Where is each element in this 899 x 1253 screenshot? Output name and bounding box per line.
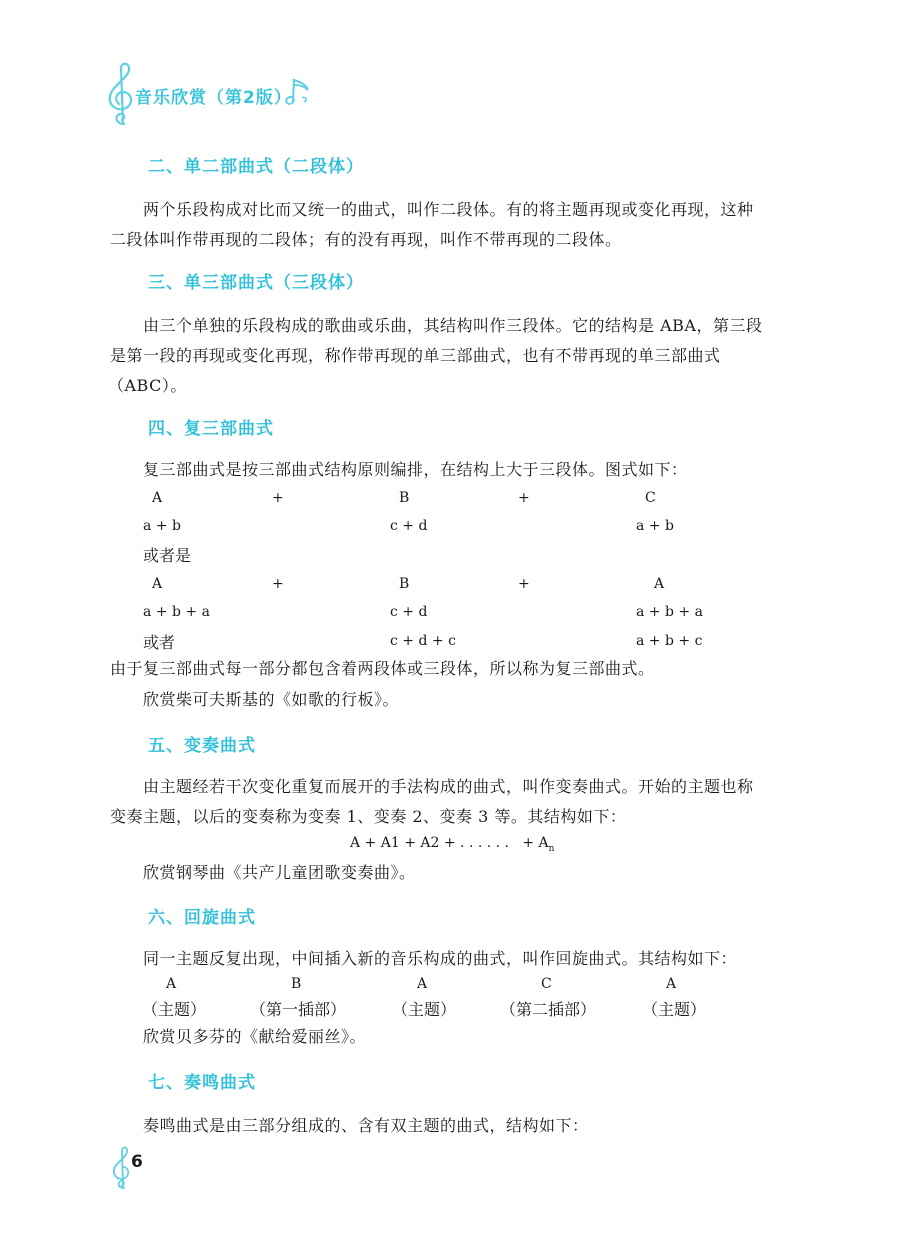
form-cell: A (152, 576, 163, 592)
paragraph-line: 二段体叫作带再现的二段体；有的没有再现，叫作不带再现的二段体。 (110, 230, 622, 249)
book-title: 音乐欣赏（第2版） (135, 88, 292, 108)
variation-formula-subscript: n (548, 843, 555, 854)
paragraph-line: 变奏主题，以后的变奏称为变奏 1、变奏 2、变奏 3 等。其结构如下： (110, 807, 627, 826)
form-cell: c + d (390, 604, 428, 620)
form-cell: B (399, 490, 410, 506)
page-number: 6 (131, 1152, 143, 1172)
form-cell: + (518, 490, 530, 506)
section-heading-compound-ternary: 四、复三部曲式 (148, 419, 274, 439)
paragraph-line: 欣赏钢琴曲《共产儿童团歌变奏曲》。 (143, 863, 416, 882)
form-cell: a + b + c (636, 633, 703, 649)
section-heading-sonata-form: 七、奏鸣曲式 (148, 1073, 256, 1093)
rondo-label: （主题） (142, 1000, 207, 1019)
form-cell: + (272, 576, 284, 592)
paragraph-line: 同一主题反复出现，中间插入新的音乐构成的曲式，叫作回旋曲式。其结构如下： (143, 949, 738, 968)
paragraph-line: 是第一段的再现或变化再现，称作带再现的单三部曲式，也有不带再现的单三部曲式 (110, 346, 721, 365)
rondo-label: （主题） (642, 1000, 707, 1019)
paragraph-line: 复三部曲式是按三部曲式结构原则编排，在结构上大于三段体。图式如下： (143, 460, 688, 479)
paragraph-line: 由三个单独的乐段构成的歌曲或乐曲，其结构叫作三段体。它的结构是 ABA，第三段 (143, 316, 763, 335)
form-cell: c + d (390, 518, 428, 534)
section-heading-rondo-form: 六、回旋曲式 (148, 908, 256, 928)
form-text: 或者 (143, 633, 176, 652)
form-cell: a + b (636, 518, 674, 534)
form-cell: + (518, 576, 530, 592)
form-cell: a + b + a (143, 604, 210, 620)
paragraph-line: 欣赏贝多芬的《献给爱丽丝》。 (143, 1027, 367, 1046)
rondo-letter: B (291, 976, 302, 992)
form-cell: a + b (143, 518, 181, 534)
rondo-letter: C (541, 976, 552, 992)
paragraph-line: 由主题经若干次变化重复而展开的手法构成的曲式，叫作变奏曲式。开始的主题也称 (143, 777, 754, 796)
music-note-icon (282, 74, 312, 110)
paragraph-line: （ABC）。 (108, 376, 187, 395)
section-heading-variation-form: 五、变奏曲式 (148, 736, 256, 756)
section-heading-ternary-form: 三、单三部曲式（三段体） (148, 273, 364, 293)
section-heading-binary-form: 二、单二部曲式（二段体） (148, 157, 364, 177)
form-cell: B (399, 576, 410, 592)
rondo-letter: A (666, 976, 677, 992)
form-cell: C (645, 490, 656, 506)
paragraph-line: 欣赏柴可夫斯基的《如歌的行板》。 (143, 690, 400, 709)
rondo-label: （主题） (392, 1000, 457, 1019)
paragraph-line: 由于复三部曲式每一部分都包含着两段体或三段体，所以称为复三部曲式。 (110, 659, 655, 678)
form-cell: c + d + c (390, 633, 456, 649)
form-text: 或者是 (143, 546, 192, 565)
paragraph-line: 奏鸣曲式是由三部分组成的、含有双主题的曲式，结构如下： (143, 1116, 589, 1135)
rondo-letter: A (166, 976, 177, 992)
variation-formula (350, 835, 554, 854)
rondo-label: （第一插部） (250, 1000, 347, 1019)
variation-formula-text: A + A1 + A2 + . . . . . . + A (350, 835, 549, 851)
form-cell: + (272, 490, 284, 506)
form-cell: a + b + a (636, 604, 703, 620)
form-cell: A (654, 576, 665, 592)
form-cell: A (152, 490, 163, 506)
rondo-letter: A (417, 976, 428, 992)
rondo-label: （第二插部） (500, 1000, 597, 1019)
paragraph-line: 两个乐段构成对比而又统一的曲式，叫作二段体。有的将主题再现或变化再现，这种 (143, 200, 754, 219)
